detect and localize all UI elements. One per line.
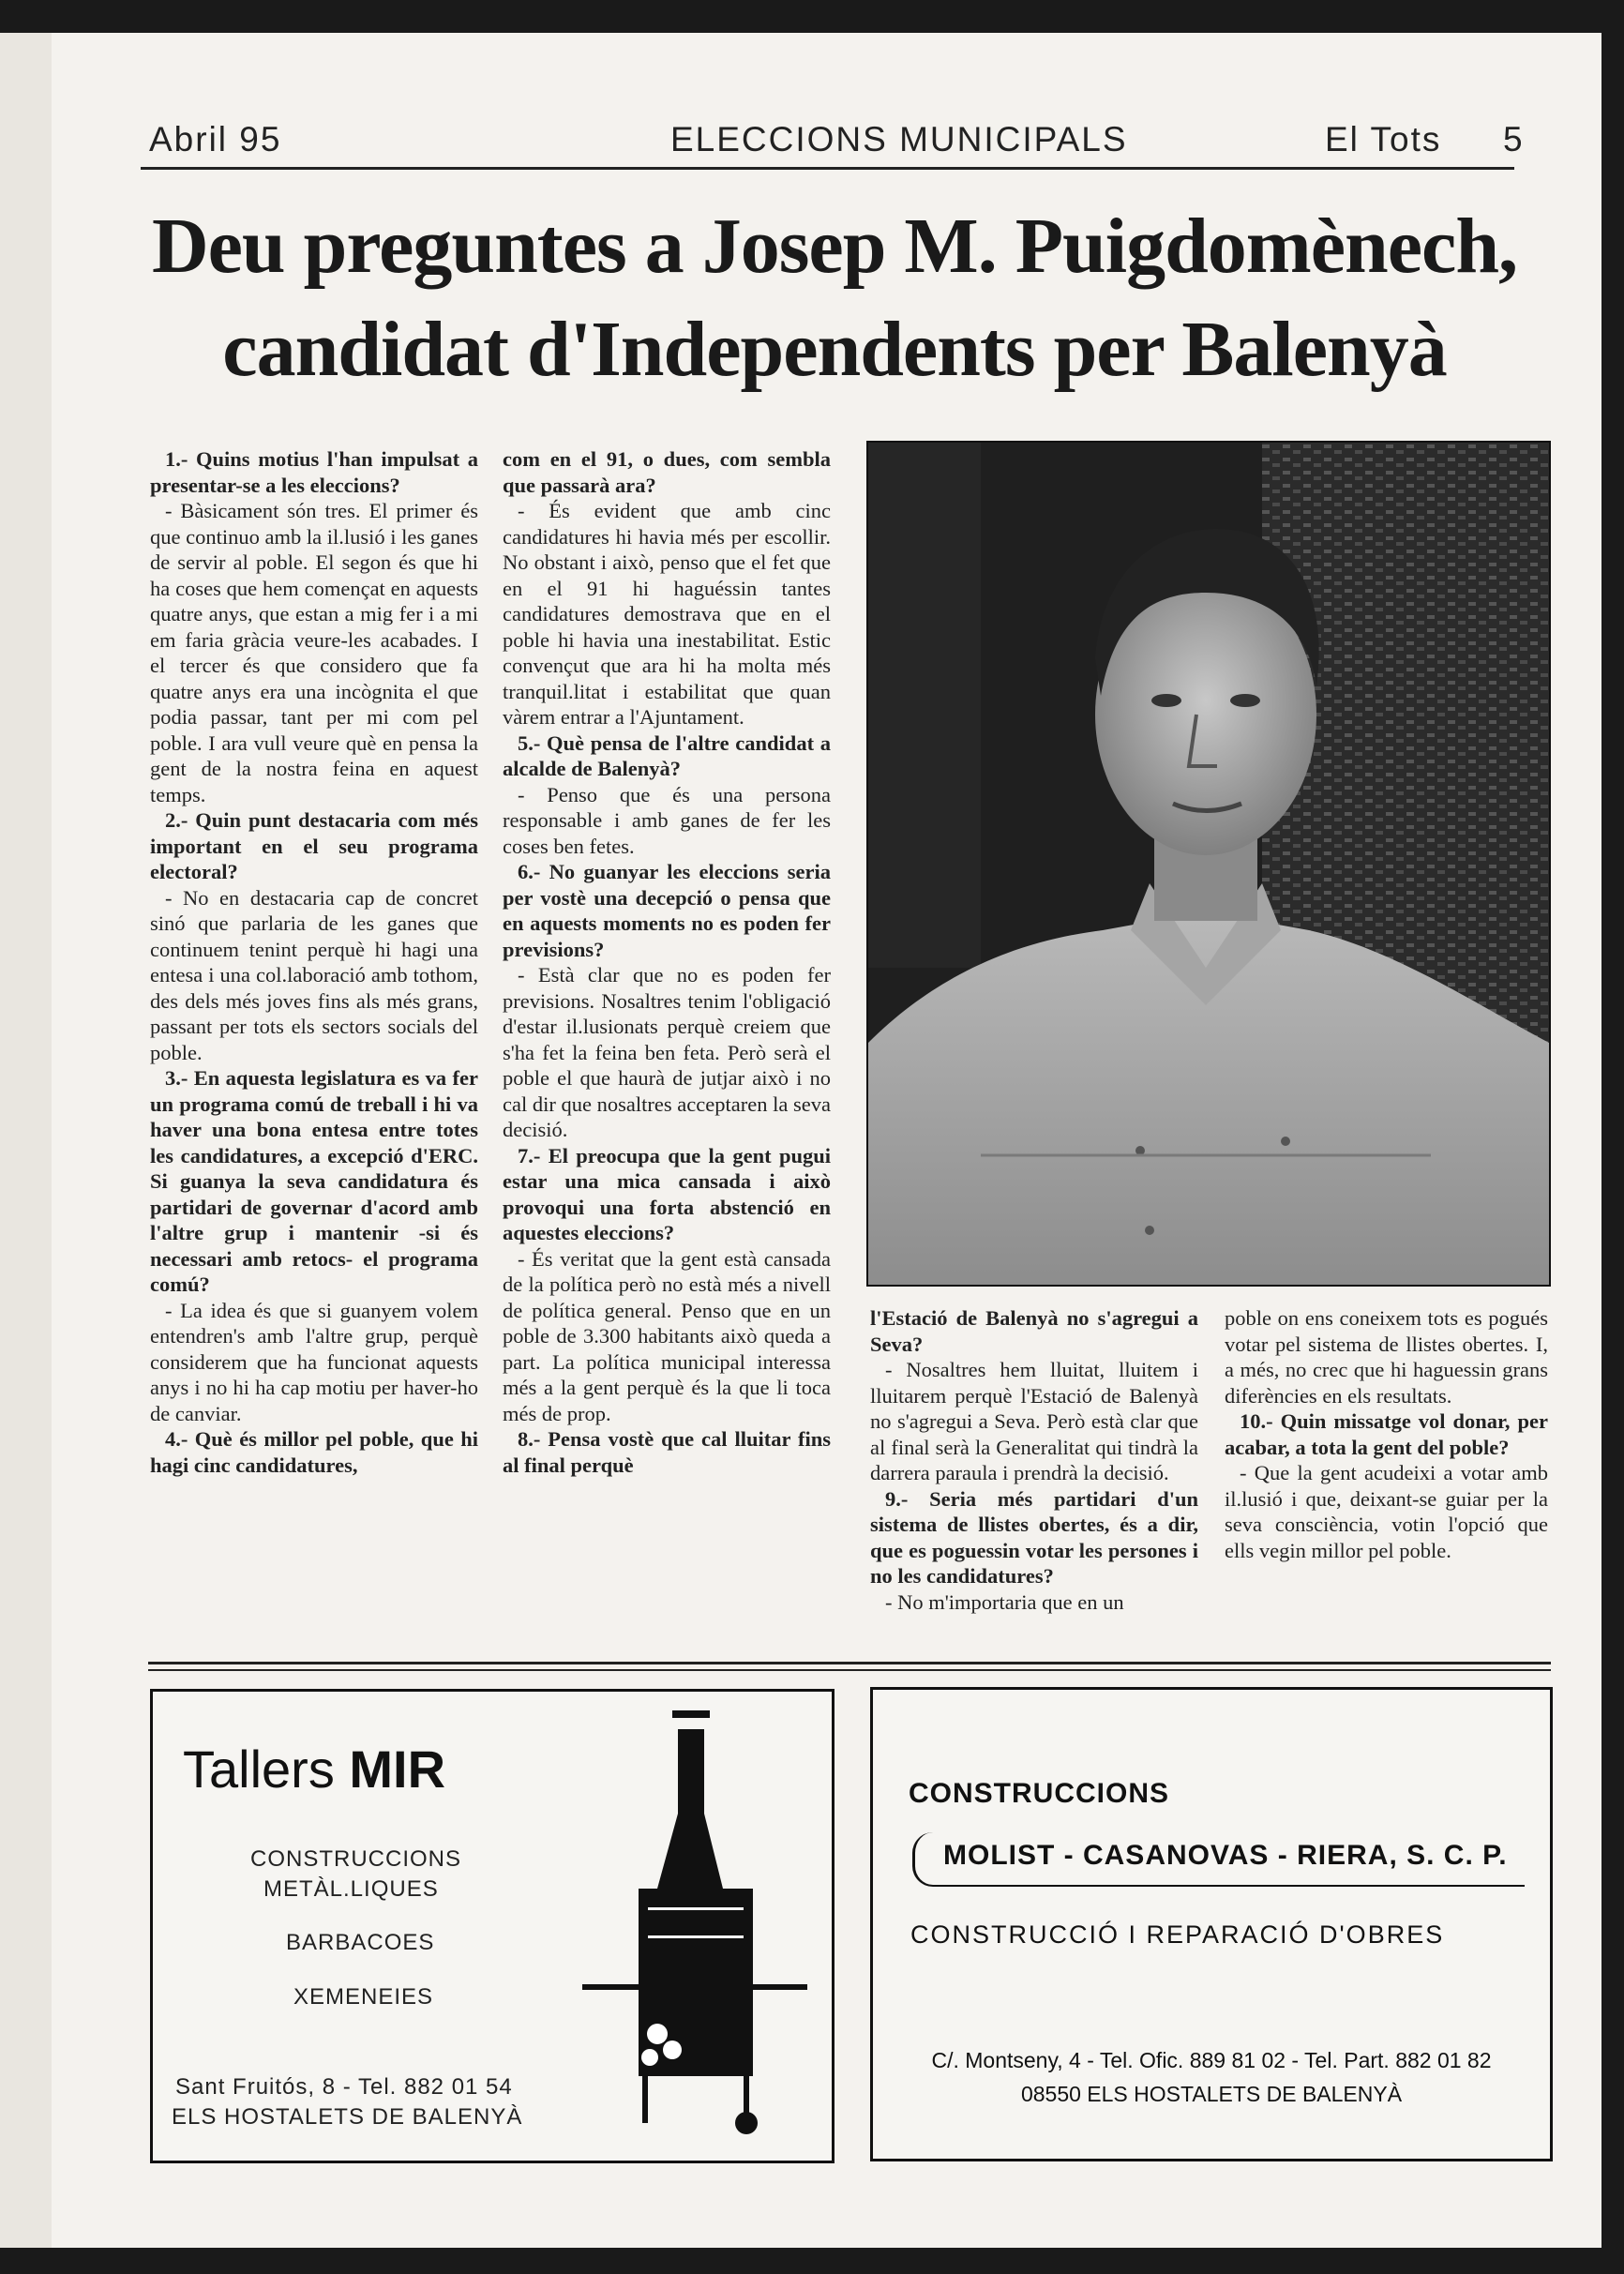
interview-answer: - Que la gent acudeixi a votar amb il.lusió i que, deixant-se guiar per la seva consciència, votin l'opció que ells vegin millor pel poble.	[1225, 1461, 1548, 1562]
article-column-2	[503, 446, 831, 1478]
ad-mir-brand-bold: MIR	[349, 1739, 446, 1799]
header-section: ELECCIONS MUNICIPALS	[670, 120, 1128, 158]
ad-molist-firm-box	[912, 1832, 1525, 1887]
ad-mir-address: Sant Fruitós, 8 - Tel. 882 01 54	[175, 2074, 513, 2100]
facing-page-edge	[0, 33, 53, 2248]
interview-answer: poble on ens coneixem tots es pogués votar pel sistema de llistes obertes. I, a més, no crec que hi haguessin grans diferències en els resultats.	[1225, 1306, 1548, 1408]
barbecue-icon	[582, 1710, 807, 2146]
interview-answer: - Està clar que no es poden fer previsions. Nosaltres tenim l'obligació d'estar il.lusionats perquè creiem que s'ha fet la feina ben feta. Però serà el poble el que haurà de jutjar això i no cal dir que nosaltres acceptaren la seva decisió.	[503, 963, 831, 1141]
ad-molist-heading: CONSTRUCCIONS	[909, 1778, 1170, 1809]
ad-mir-service-1: CONSTRUCCIONS	[250, 1846, 462, 1872]
ad-mir-service-3: BARBACOES	[286, 1930, 435, 1955]
header-rule	[141, 167, 1514, 170]
interview-question: 9.- Seria més partidari d'un sistema de llistes obertes, és a dir, que es poguessin votar les persones i no les candidatures?	[870, 1486, 1198, 1588]
header-date: Abril 95	[149, 120, 282, 158]
interview-answer: - És veritat que la gent està cansada de la política però no està més a nivell de política general. Penso que en un poble de 3.300 habitants això queda a part. La política municipal interessa més a la gent perquè és la que li toca més de prop.	[503, 1246, 831, 1425]
title-line-2: candidat d'Independents per Balenyà	[222, 306, 1447, 393]
ad-mir-town: ELS HOSTALETS DE BALENYÀ	[172, 2104, 523, 2130]
article-column-3	[870, 1305, 1198, 1615]
interview-answer: - Penso que és una persona responsable i amb ganes de fer les coses ben fetes.	[503, 782, 831, 858]
ads-rule-top	[148, 1662, 1551, 1664]
interview-question: 4.- Què és millor pel poble, que hi hagi cinc candidatures,	[150, 1427, 478, 1477]
ad-mir-brand	[183, 1739, 445, 1800]
ad-molist-firm: MOLIST - CASANOVAS - RIERA, S. C. P.	[943, 1840, 1508, 1871]
ad-molist-town: 08550 ELS HOSTALETS DE BALENYÀ	[1020, 2082, 1403, 2106]
interview-question: 5.- Què pensa de l'altre candidat a alcalde de Balenyà?	[503, 730, 831, 780]
interview-question: 2.- Quin punt destacaria com més important en el seu programa electoral?	[150, 808, 478, 883]
interview-question: com en el 91, o dues, com sembla que passarà ara?	[503, 447, 831, 497]
interview-answer: - No m'importaria que en un	[885, 1589, 1124, 1614]
header-page-number: 5	[1503, 120, 1525, 158]
interview-answer: - Bàsicament són tres. El primer és que continuo amb la il.lusió i les ganes de servir al poble. El segon és que hi ha coses que hem començat en aquests quatre anys, que estan a mig fer i a mi em faria gràcia veure-les acabades. I el tercer és que considero que fa quatre anys era una incògnita el que podia passar, tant per mi com pel poble. I ara vull veure què en pensa la gent de la nostra feina en aquest temps.	[150, 499, 478, 806]
ad-mir-service-4: XEMENEIES	[293, 1984, 434, 2010]
interview-question: 1.- Quins motius l'han impulsat a presentar-se a les eleccions?	[150, 447, 478, 497]
interview-question: 6.- No guanyar les eleccions seria per vostè una decepció o pensa que en aquests moments no es poden fer previsions?	[503, 860, 831, 961]
page-header	[97, 120, 1525, 167]
ad-mir-brand-light: Tallers	[183, 1739, 350, 1799]
article-column-1	[150, 446, 478, 1478]
ad-tallers-mir	[150, 1689, 835, 2163]
interview-answer: - No en destacaria cap de concret sinó que parlaria de les ganes que continuem tenint perquè hi hagi una entesa i una col.laboració amb tothom, des dels més joves fins als més grans, passant per tots els sectors socials del poble.	[150, 885, 478, 1064]
ad-construccions-molist	[870, 1687, 1553, 2161]
interview-question: l'Estació de Balenyà no s'agregui a Seva?	[870, 1306, 1198, 1356]
header-publication: El Tots	[1325, 120, 1442, 158]
interview-question: 10.- Quin missatge vol donar, per acabar, a tota la gent del poble?	[1225, 1409, 1548, 1459]
ad-mir-service-2: METÀL.LIQUES	[263, 1876, 439, 1902]
interview-answer: - Nosaltres hem lluitat, lluitem i lluitarem perquè l'Estació de Balenyà no s'agregui a Seva. Però està clar que al final serà la Generalitat qui tindrà la darrera paraula i prendrà la decisió.	[870, 1358, 1198, 1484]
candidate-photo	[866, 441, 1551, 1287]
interview-question: 3.- En aquesta legislatura es va fer un programa comú de treball i hi va haver una bona entesa entre totes les candidatures, a excepció d'ERC. Si guanya la seva candidatura és partidari de governar d'acord amb l'altre grup i mantenir -si és necessari amb retocs- el programa comú?	[150, 1066, 478, 1296]
ad-molist-subtitle: CONSTRUCCIÓ I REPARACIÓ D'OBRES	[910, 1920, 1445, 1949]
ads-rule-bottom	[148, 1669, 1551, 1671]
interview-question: 7.- El preocupa que la gent pugui estar una mica cansada i això provoqui una forta abstenció en aquestes eleccions?	[503, 1143, 831, 1244]
interview-question: 8.- Pensa vostè que cal lluitar fins al final perquè	[503, 1427, 831, 1477]
ad-molist-contact: C/. Montseny, 4 - Tel. Ofic. 889 81 02 - Tel. Part. 882 01 82	[931, 2048, 1492, 2072]
interview-answer: - La idea és que si guanyem volem entendren's amb l'altre grup, perquè considerem que ha funcionat aquests anys i no hi ha cap motiu per haver-ho de canviar.	[150, 1298, 478, 1425]
interview-answer: - És evident que amb cinc candidatures hi havia més per escollir. No obstant i això, penso que el fet que en el 91 hi haguéssin tantes candidatures demostrava que en el poble hi havia una inestabilitat. Estic convençut que ara hi ha molta més tranquil.litat i estabilitat que quan vàrem entrar a l'Ajuntament.	[503, 499, 831, 729]
article-column-4	[1225, 1305, 1548, 1563]
article-title	[131, 195, 1538, 401]
title-line-1: Deu preguntes a Josep M. Puigdomènech,	[151, 203, 1518, 290]
